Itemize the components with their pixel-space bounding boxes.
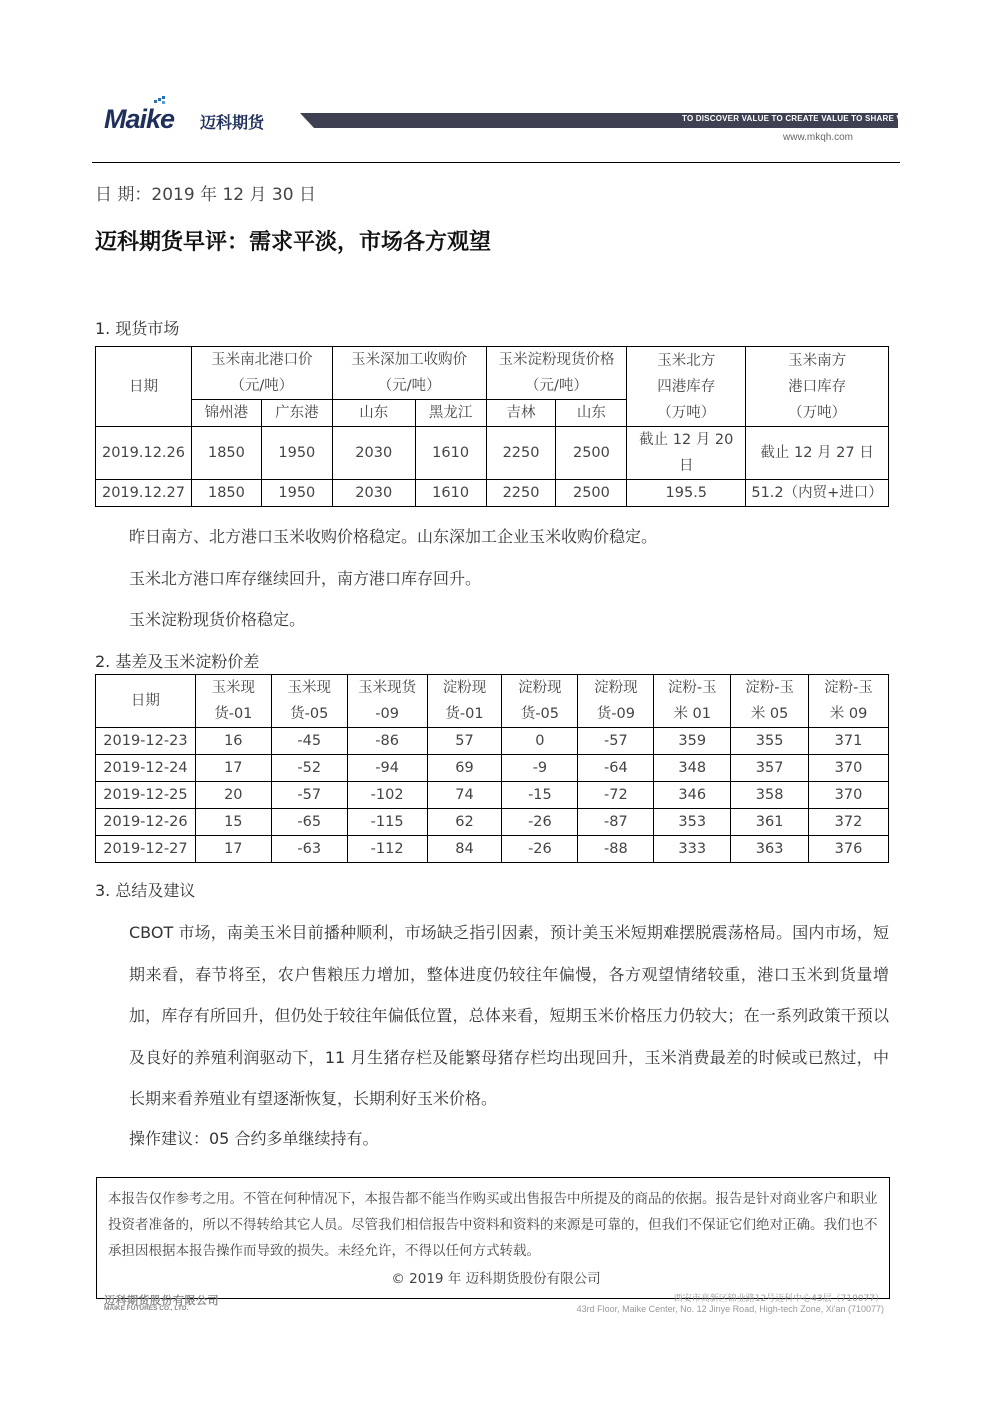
table-cell: 84	[427, 836, 502, 863]
table-cell: -57	[271, 782, 347, 809]
slogan-text: TO DISCOVER VALUE TO CREATE VALUE TO SHARE VALUE	[682, 114, 924, 123]
table-row	[96, 782, 889, 809]
table-cell: 16	[195, 728, 271, 755]
table-cell: -86	[347, 728, 427, 755]
table-cell: -72	[578, 782, 654, 809]
table-cell: 376	[809, 836, 889, 863]
report-date: 日 期：2019 年 12 月 30 日	[95, 185, 316, 205]
table-cell: -102	[347, 782, 427, 809]
table-cell: 截止 12 月 27 日	[746, 427, 889, 480]
table-cell: 2019.12.27	[96, 480, 192, 507]
table-cell: 17	[195, 836, 271, 863]
spot-paragraph: 昨日南方、北方港口玉米收购价格稳定。山东深加工企业玉米收购价稳定。	[129, 527, 658, 546]
table-cell: -65	[271, 809, 347, 836]
table-cell: 2019-12-25	[96, 782, 196, 809]
summary-paragraph: CBOT 市场，南美玉米目前播种顺利，市场缺乏指引因素，预计美玉米短期难摆脱震荡格局。国内市场，短期来看，春节将至，农户售粮压力增加，整体进度仍较往年偏慢，各方观望情绪较重，港口玉米到货量增加，库存有所回升，但仍处于较往年偏低位置，总体来看，短期玉米价格压力仍较大；在一系列政策干预以及良好的养殖利润驱动下，11 月生猪存栏及能繁母猪存栏均出现回升，玉米消费最差的时候或已熬过，中长期来看养殖业有望逐渐恢复，长期利好玉米价格。	[129, 923, 889, 1108]
table-header-cell: 玉米现 货-01	[195, 675, 271, 728]
table-cell: 1850	[191, 427, 261, 480]
table-cell: -88	[578, 836, 654, 863]
spot-header-south-inventory: 玉米南方 港口库存 （万吨）	[746, 347, 889, 427]
table-cell: 359	[654, 728, 731, 755]
section-heading-summary: 3. 总结及建议	[95, 881, 196, 900]
table-cell: 1610	[415, 427, 486, 480]
footer-address-cn: 西安市高新区锦业路12号迈科中心43层（710077）	[673, 1294, 884, 1304]
spot-paragraph: 玉米淀粉现货价格稳定。	[129, 610, 306, 629]
table-cell: 74	[427, 782, 502, 809]
spot-sub-header: 吉林	[486, 400, 556, 427]
spot-header-starch-price: 玉米淀粉现货价格 （元/吨）	[486, 347, 627, 400]
table-cell: 17	[195, 755, 271, 782]
table-cell: 2019-12-27	[96, 836, 196, 863]
header-rule	[92, 162, 900, 163]
table-cell: 2500	[556, 427, 627, 480]
company-logo-cn: 迈科期货	[200, 113, 265, 132]
table-header-row	[96, 675, 889, 728]
trading-advice: 操作建议：05 合约多单继续持有。	[129, 1129, 379, 1148]
table-cell: -115	[347, 809, 427, 836]
table-cell: -63	[271, 836, 347, 863]
table-cell: 353	[654, 809, 731, 836]
table-cell: 372	[809, 809, 889, 836]
table-header-cell: 淀粉现 货-01	[427, 675, 502, 728]
table-header-cell: 淀粉-玉 米 09	[809, 675, 889, 728]
table-row	[96, 728, 889, 755]
spot-sub-header: 山东	[332, 400, 415, 427]
table-cell: 2019-12-26	[96, 809, 196, 836]
table-cell: 1950	[261, 427, 332, 480]
table-row	[96, 755, 889, 782]
table-cell: 截止 12 月 20 日	[627, 427, 746, 480]
table-cell: 2500	[556, 480, 627, 507]
table-cell: -15	[502, 782, 578, 809]
table-cell: 2030	[332, 480, 415, 507]
table-cell: 355	[731, 728, 809, 755]
table-cell: 348	[654, 755, 731, 782]
table-cell: 2030	[332, 427, 415, 480]
table-header-cell: 日期	[96, 675, 196, 728]
table-cell: 1950	[261, 480, 332, 507]
basis-spread-table	[95, 674, 889, 863]
table-cell: 361	[731, 809, 809, 836]
table-cell: 2250	[486, 480, 556, 507]
table-cell: 346	[654, 782, 731, 809]
logo-dots-icon	[152, 96, 168, 106]
table-cell: -52	[271, 755, 347, 782]
spot-sub-header: 锦州港	[191, 400, 261, 427]
spot-market-table	[95, 346, 889, 507]
company-logo: Maike	[104, 104, 175, 134]
table-cell: 2019-12-24	[96, 755, 196, 782]
table-cell: -87	[578, 809, 654, 836]
table-row	[96, 836, 889, 863]
table-row	[96, 809, 889, 836]
table-cell: 57	[427, 728, 502, 755]
spot-sub-header: 广东港	[261, 400, 332, 427]
footer-company-cn: 迈科期货股份有限公司	[104, 1294, 219, 1307]
table-cell: -9	[502, 755, 578, 782]
table-header-cell: 玉米现 货-05	[271, 675, 347, 728]
copyright: © 2019 年 迈科期货股份有限公司	[391, 1271, 601, 1287]
table-cell: 2250	[486, 427, 556, 480]
table-cell: 370	[809, 782, 889, 809]
table-cell: 2019.12.26	[96, 427, 192, 480]
table-cell: -45	[271, 728, 347, 755]
table-cell: 357	[731, 755, 809, 782]
table-cell: -26	[502, 836, 578, 863]
table-cell: 51.2（内贸+进口）	[746, 480, 889, 507]
website-link[interactable]: www.mkqh.com	[783, 132, 854, 143]
table-cell: 62	[427, 809, 502, 836]
report-title: 迈科期货早评：需求平淡，市场各方观望	[95, 230, 492, 255]
table-row	[96, 480, 889, 507]
table-cell: 15	[195, 809, 271, 836]
footer-company-en: MAIKE FUTURES CO., LTD.	[104, 1305, 189, 1312]
disclaimer-text: 本报告仅作参考之用。不管在何种情况下，本报告都不能当作购买或出售报告中所提及的商品的依据。报告是针对商业客户和职业投资者准备的，所以不得转给其它人员。尽管我们相信报告中资料和资料的来源是可靠的，但我们不保证它们绝对正确。我们也不承担因根据本报告操作而导致的损失。未经允许，不得以任何方式转载。	[108, 1191, 878, 1259]
table-cell: -112	[347, 836, 427, 863]
table-cell: -94	[347, 755, 427, 782]
table-cell: -26	[502, 809, 578, 836]
table-cell: 370	[809, 755, 889, 782]
table-header-cell: 淀粉-玉 米 01	[654, 675, 731, 728]
spot-sub-header: 黑龙江	[415, 400, 486, 427]
table-header-cell: 淀粉现 货-09	[578, 675, 654, 728]
spot-paragraph: 玉米北方港口库存继续回升，南方港口库存回升。	[129, 569, 482, 588]
table-cell: 20	[195, 782, 271, 809]
spot-header-processing-price: 玉米深加工收购价 （元/吨）	[332, 347, 486, 400]
table-cell: 358	[731, 782, 809, 809]
footer-address-en: 43rd Floor, Maike Center, No. 12 Jinye Road, High-tech Zone, Xi'an (710077)	[576, 1304, 884, 1314]
spot-header-port-price: 玉米南北港口价 （元/吨）	[191, 347, 332, 400]
section-heading-spot-market: 1. 现货市场	[95, 319, 180, 338]
spot-sub-header: 山东	[556, 400, 627, 427]
table-header-cell: 淀粉现 货-05	[502, 675, 578, 728]
table-cell: -57	[578, 728, 654, 755]
table-cell: 1610	[415, 480, 486, 507]
table-cell: -64	[578, 755, 654, 782]
table-row	[96, 427, 889, 480]
table-cell: 1850	[191, 480, 261, 507]
table-cell: 371	[809, 728, 889, 755]
spot-header-north-inventory: 玉米北方 四港库存 （万吨）	[627, 347, 746, 427]
table-cell: 0	[502, 728, 578, 755]
spot-header-date: 日期	[96, 347, 192, 427]
table-cell: 333	[654, 836, 731, 863]
table-cell: 195.5	[627, 480, 746, 507]
section-heading-basis: 2. 基差及玉米淀粉价差	[95, 652, 260, 671]
table-cell: 2019-12-23	[96, 728, 196, 755]
table-cell: 363	[731, 836, 809, 863]
table-header-cell: 淀粉-玉 米 05	[731, 675, 809, 728]
table-cell: 69	[427, 755, 502, 782]
table-header-cell: 玉米现货 -09	[347, 675, 427, 728]
